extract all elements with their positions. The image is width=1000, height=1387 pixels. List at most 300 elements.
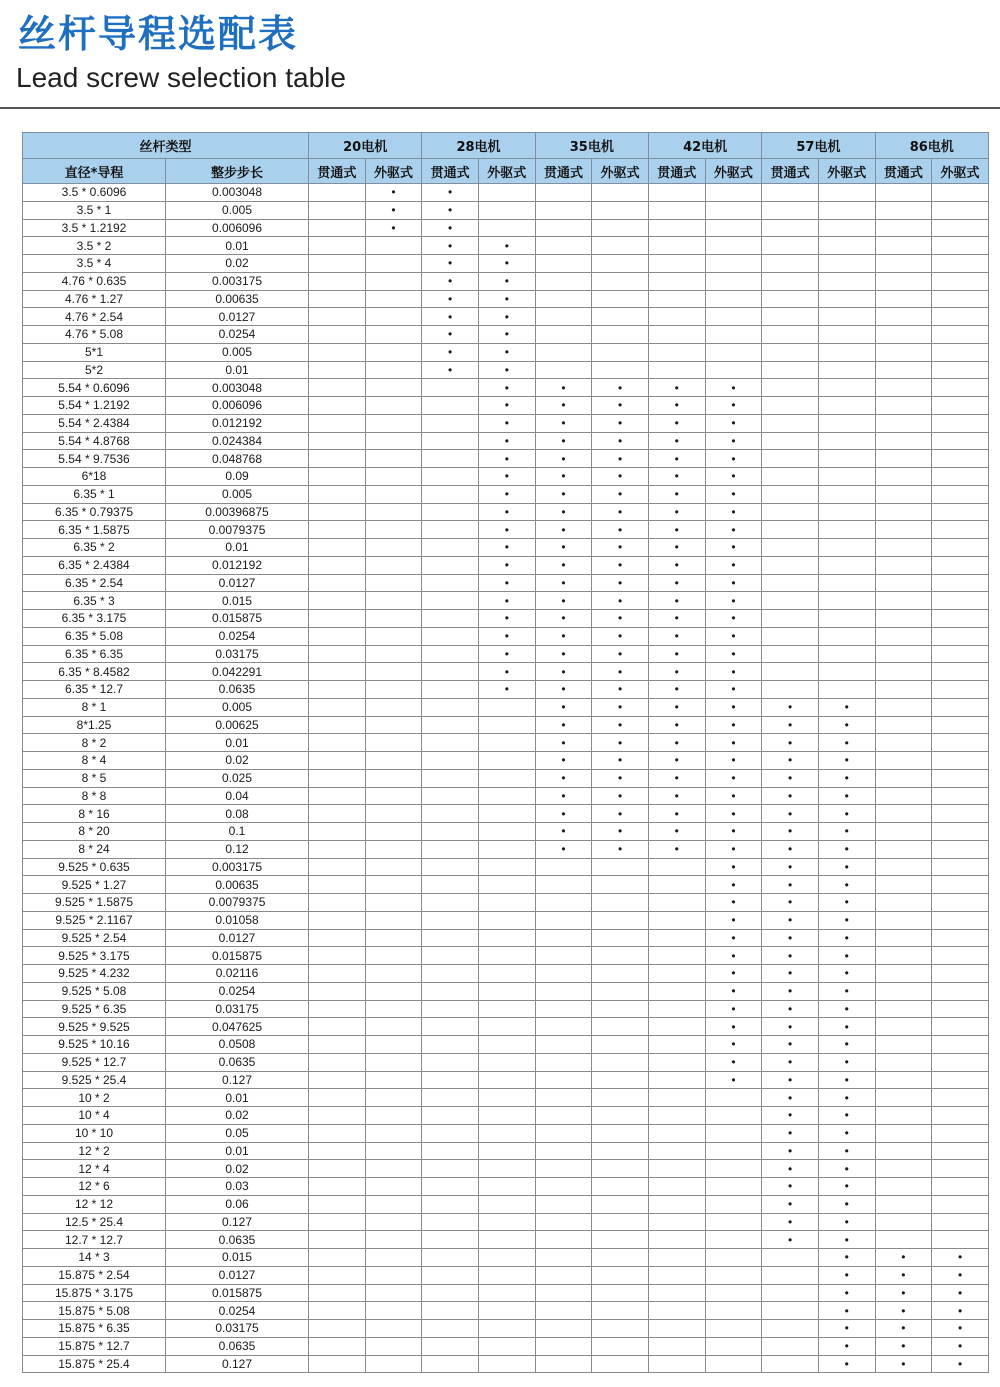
empty-cell bbox=[478, 858, 535, 876]
cell-diameter-lead: 9.525 * 6.35 bbox=[23, 1000, 166, 1018]
empty-cell bbox=[705, 1107, 762, 1125]
empty-cell bbox=[309, 929, 366, 947]
empty-cell bbox=[592, 237, 649, 255]
compatibility-mark: • bbox=[932, 1355, 989, 1373]
empty-cell bbox=[875, 1231, 932, 1249]
empty-cell bbox=[592, 1053, 649, 1071]
compatibility-mark: • bbox=[478, 343, 535, 361]
compatibility-mark: • bbox=[818, 1053, 875, 1071]
empty-cell bbox=[875, 1000, 932, 1018]
compatibility-mark: • bbox=[818, 1142, 875, 1160]
compatibility-mark: • bbox=[592, 539, 649, 557]
compatibility-mark: • bbox=[422, 326, 479, 344]
empty-cell bbox=[648, 965, 705, 983]
empty-cell bbox=[932, 184, 989, 202]
compatibility-mark: • bbox=[592, 840, 649, 858]
empty-cell bbox=[365, 734, 422, 752]
table-row bbox=[23, 485, 989, 503]
empty-cell bbox=[365, 272, 422, 290]
compatibility-mark: • bbox=[535, 752, 592, 770]
empty-cell bbox=[365, 1302, 422, 1320]
empty-cell bbox=[648, 184, 705, 202]
cell-full-step: 0.00635 bbox=[166, 876, 309, 894]
compatibility-mark: • bbox=[932, 1302, 989, 1320]
compatibility-mark: • bbox=[875, 1284, 932, 1302]
empty-cell bbox=[818, 361, 875, 379]
empty-cell bbox=[478, 823, 535, 841]
empty-cell bbox=[762, 272, 819, 290]
empty-cell bbox=[932, 805, 989, 823]
compatibility-mark: • bbox=[705, 840, 762, 858]
empty-cell bbox=[365, 503, 422, 521]
compatibility-mark: • bbox=[535, 592, 592, 610]
table-row bbox=[23, 1320, 989, 1338]
empty-cell bbox=[932, 823, 989, 841]
compatibility-mark: • bbox=[422, 361, 479, 379]
empty-cell bbox=[875, 219, 932, 237]
empty-cell bbox=[648, 1160, 705, 1178]
empty-cell bbox=[705, 1355, 762, 1373]
compatibility-mark: • bbox=[705, 752, 762, 770]
compatibility-mark: • bbox=[762, 894, 819, 912]
empty-cell bbox=[478, 698, 535, 716]
empty-cell bbox=[932, 503, 989, 521]
table-row bbox=[23, 840, 989, 858]
empty-cell bbox=[309, 1178, 366, 1196]
empty-cell bbox=[422, 1284, 479, 1302]
empty-cell bbox=[705, 1284, 762, 1302]
table-row bbox=[23, 1337, 989, 1355]
compatibility-mark: • bbox=[932, 1337, 989, 1355]
cell-full-step: 0.015875 bbox=[166, 1284, 309, 1302]
empty-cell bbox=[705, 1231, 762, 1249]
empty-cell bbox=[818, 308, 875, 326]
empty-cell bbox=[309, 982, 366, 1000]
table-row bbox=[23, 184, 989, 202]
compatibility-mark: • bbox=[365, 219, 422, 237]
header-full-step: 整步步长 bbox=[166, 159, 309, 184]
cell-full-step: 0.006096 bbox=[166, 397, 309, 415]
cell-diameter-lead: 3.5 * 0.6096 bbox=[23, 184, 166, 202]
compatibility-mark: • bbox=[762, 1036, 819, 1054]
empty-cell bbox=[648, 1195, 705, 1213]
cell-full-step: 0.015875 bbox=[166, 610, 309, 628]
cell-full-step: 0.003048 bbox=[166, 184, 309, 202]
empty-cell bbox=[762, 255, 819, 273]
compatibility-mark: • bbox=[762, 787, 819, 805]
empty-cell bbox=[648, 894, 705, 912]
empty-cell bbox=[875, 556, 932, 574]
empty-cell bbox=[592, 1231, 649, 1249]
empty-cell bbox=[875, 485, 932, 503]
empty-cell bbox=[875, 787, 932, 805]
empty-cell bbox=[365, 805, 422, 823]
compatibility-mark: • bbox=[705, 894, 762, 912]
empty-cell bbox=[478, 1195, 535, 1213]
compatibility-mark: • bbox=[478, 379, 535, 397]
table-row bbox=[23, 787, 989, 805]
empty-cell bbox=[648, 1124, 705, 1142]
empty-cell bbox=[932, 929, 989, 947]
empty-cell bbox=[875, 1124, 932, 1142]
table-row bbox=[23, 1107, 989, 1125]
empty-cell bbox=[309, 592, 366, 610]
empty-cell bbox=[535, 929, 592, 947]
compatibility-mark: • bbox=[705, 929, 762, 947]
empty-cell bbox=[932, 290, 989, 308]
cell-full-step: 0.00635 bbox=[166, 290, 309, 308]
table-row bbox=[23, 219, 989, 237]
compatibility-mark: • bbox=[478, 592, 535, 610]
empty-cell bbox=[648, 308, 705, 326]
compatibility-mark: • bbox=[818, 876, 875, 894]
cell-diameter-lead: 5*1 bbox=[23, 343, 166, 361]
empty-cell bbox=[875, 503, 932, 521]
compatibility-mark: • bbox=[705, 876, 762, 894]
compatibility-mark: • bbox=[705, 539, 762, 557]
header-motor-57: 57电机 bbox=[762, 133, 875, 159]
empty-cell bbox=[309, 184, 366, 202]
empty-cell bbox=[309, 414, 366, 432]
empty-cell bbox=[478, 1320, 535, 1338]
empty-cell bbox=[422, 681, 479, 699]
empty-cell bbox=[932, 982, 989, 1000]
empty-cell bbox=[932, 468, 989, 486]
empty-cell bbox=[478, 947, 535, 965]
compatibility-mark: • bbox=[535, 645, 592, 663]
empty-cell bbox=[592, 255, 649, 273]
compatibility-mark: • bbox=[818, 734, 875, 752]
cell-full-step: 0.003048 bbox=[166, 379, 309, 397]
cell-diameter-lead: 9.525 * 0.635 bbox=[23, 858, 166, 876]
compatibility-mark: • bbox=[762, 1018, 819, 1036]
cell-diameter-lead: 3.5 * 4 bbox=[23, 255, 166, 273]
empty-cell bbox=[592, 343, 649, 361]
empty-cell bbox=[875, 450, 932, 468]
table-row bbox=[23, 1213, 989, 1231]
empty-cell bbox=[705, 237, 762, 255]
empty-cell bbox=[535, 894, 592, 912]
cell-full-step: 0.01 bbox=[166, 361, 309, 379]
empty-cell bbox=[875, 237, 932, 255]
empty-cell bbox=[365, 965, 422, 983]
empty-cell bbox=[705, 1160, 762, 1178]
empty-cell bbox=[365, 769, 422, 787]
empty-cell bbox=[422, 1160, 479, 1178]
cell-full-step: 0.01058 bbox=[166, 911, 309, 929]
empty-cell bbox=[875, 1036, 932, 1054]
compatibility-mark: • bbox=[648, 698, 705, 716]
cell-diameter-lead: 6*18 bbox=[23, 468, 166, 486]
empty-cell bbox=[875, 947, 932, 965]
compatibility-mark: • bbox=[592, 627, 649, 645]
empty-cell bbox=[875, 184, 932, 202]
cell-full-step: 0.06 bbox=[166, 1195, 309, 1213]
empty-cell bbox=[478, 805, 535, 823]
cell-diameter-lead: 4.76 * 1.27 bbox=[23, 290, 166, 308]
cell-diameter-lead: 6.35 * 0.79375 bbox=[23, 503, 166, 521]
empty-cell bbox=[535, 876, 592, 894]
empty-cell bbox=[422, 805, 479, 823]
empty-cell bbox=[365, 929, 422, 947]
compatibility-mark: • bbox=[818, 787, 875, 805]
compatibility-mark: • bbox=[478, 397, 535, 415]
compatibility-mark: • bbox=[648, 468, 705, 486]
empty-cell bbox=[365, 1213, 422, 1231]
empty-cell bbox=[365, 539, 422, 557]
empty-cell bbox=[705, 343, 762, 361]
cell-diameter-lead: 3.5 * 2 bbox=[23, 237, 166, 255]
header-through-type: 贯通式 bbox=[422, 159, 479, 184]
empty-cell bbox=[422, 468, 479, 486]
empty-cell bbox=[309, 734, 366, 752]
compatibility-mark: • bbox=[705, 1053, 762, 1071]
compatibility-mark: • bbox=[365, 184, 422, 202]
header-through-type: 贯通式 bbox=[535, 159, 592, 184]
empty-cell bbox=[535, 1036, 592, 1054]
cell-diameter-lead: 15.875 * 5.08 bbox=[23, 1302, 166, 1320]
empty-cell bbox=[422, 769, 479, 787]
empty-cell bbox=[422, 894, 479, 912]
empty-cell bbox=[932, 1018, 989, 1036]
empty-cell bbox=[592, 219, 649, 237]
cell-full-step: 0.0635 bbox=[166, 1231, 309, 1249]
compatibility-mark: • bbox=[762, 1178, 819, 1196]
empty-cell bbox=[478, 219, 535, 237]
compatibility-mark: • bbox=[818, 982, 875, 1000]
compatibility-mark: • bbox=[705, 787, 762, 805]
empty-cell bbox=[875, 645, 932, 663]
cell-full-step: 0.01 bbox=[166, 539, 309, 557]
empty-cell bbox=[762, 237, 819, 255]
compatibility-mark: • bbox=[705, 1071, 762, 1089]
empty-cell bbox=[818, 627, 875, 645]
empty-cell bbox=[478, 734, 535, 752]
empty-cell bbox=[365, 1036, 422, 1054]
empty-cell bbox=[365, 752, 422, 770]
compatibility-mark: • bbox=[648, 734, 705, 752]
empty-cell bbox=[648, 201, 705, 219]
empty-cell bbox=[422, 823, 479, 841]
table-row bbox=[23, 645, 989, 663]
empty-cell bbox=[422, 663, 479, 681]
empty-cell bbox=[932, 272, 989, 290]
table-row bbox=[23, 503, 989, 521]
cell-full-step: 0.00396875 bbox=[166, 503, 309, 521]
table-row bbox=[23, 1124, 989, 1142]
empty-cell bbox=[535, 1195, 592, 1213]
empty-cell bbox=[932, 1160, 989, 1178]
compatibility-mark: • bbox=[478, 450, 535, 468]
header-motor-35: 35电机 bbox=[535, 133, 648, 159]
compatibility-mark: • bbox=[592, 645, 649, 663]
table-row bbox=[23, 1266, 989, 1284]
compatibility-mark: • bbox=[705, 982, 762, 1000]
table-row bbox=[23, 326, 989, 344]
compatibility-mark: • bbox=[422, 237, 479, 255]
header-external-type: 外驱式 bbox=[365, 159, 422, 184]
compatibility-mark: • bbox=[762, 698, 819, 716]
empty-cell bbox=[648, 911, 705, 929]
compatibility-mark: • bbox=[818, 947, 875, 965]
empty-cell bbox=[648, 1302, 705, 1320]
empty-cell bbox=[762, 610, 819, 628]
empty-cell bbox=[932, 769, 989, 787]
compatibility-mark: • bbox=[762, 1142, 819, 1160]
empty-cell bbox=[705, 272, 762, 290]
empty-cell bbox=[932, 450, 989, 468]
compatibility-mark: • bbox=[648, 663, 705, 681]
empty-cell bbox=[875, 663, 932, 681]
header-motor-20: 20电机 bbox=[309, 133, 422, 159]
compatibility-mark: • bbox=[478, 539, 535, 557]
empty-cell bbox=[592, 1355, 649, 1373]
compatibility-mark: • bbox=[705, 911, 762, 929]
empty-cell bbox=[932, 787, 989, 805]
compatibility-mark: • bbox=[535, 485, 592, 503]
empty-cell bbox=[875, 840, 932, 858]
empty-cell bbox=[365, 574, 422, 592]
compatibility-mark: • bbox=[648, 627, 705, 645]
cell-full-step: 0.012192 bbox=[166, 414, 309, 432]
cell-full-step: 0.0127 bbox=[166, 929, 309, 947]
empty-cell bbox=[309, 1337, 366, 1355]
compatibility-mark: • bbox=[478, 521, 535, 539]
empty-cell bbox=[932, 681, 989, 699]
empty-cell bbox=[365, 468, 422, 486]
empty-cell bbox=[365, 947, 422, 965]
cell-diameter-lead: 5*2 bbox=[23, 361, 166, 379]
empty-cell bbox=[309, 379, 366, 397]
cell-full-step: 0.042291 bbox=[166, 663, 309, 681]
empty-cell bbox=[535, 965, 592, 983]
header-row-motors bbox=[23, 133, 989, 159]
empty-cell bbox=[365, 787, 422, 805]
table-row bbox=[23, 1000, 989, 1018]
empty-cell bbox=[592, 326, 649, 344]
empty-cell bbox=[309, 840, 366, 858]
empty-cell bbox=[422, 1071, 479, 1089]
empty-cell bbox=[478, 965, 535, 983]
compatibility-mark: • bbox=[592, 734, 649, 752]
empty-cell bbox=[875, 627, 932, 645]
empty-cell bbox=[422, 698, 479, 716]
cell-full-step: 0.0635 bbox=[166, 1053, 309, 1071]
empty-cell bbox=[818, 503, 875, 521]
empty-cell bbox=[309, 237, 366, 255]
table-row bbox=[23, 201, 989, 219]
empty-cell bbox=[535, 326, 592, 344]
compatibility-mark: • bbox=[535, 468, 592, 486]
empty-cell bbox=[875, 379, 932, 397]
compatibility-mark: • bbox=[705, 947, 762, 965]
compatibility-mark: • bbox=[648, 592, 705, 610]
empty-cell bbox=[932, 1071, 989, 1089]
table-row bbox=[23, 876, 989, 894]
empty-cell bbox=[648, 290, 705, 308]
cell-full-step: 0.025 bbox=[166, 769, 309, 787]
empty-cell bbox=[422, 556, 479, 574]
header-through-type: 贯通式 bbox=[309, 159, 366, 184]
empty-cell bbox=[309, 503, 366, 521]
compatibility-mark: • bbox=[535, 556, 592, 574]
empty-cell bbox=[932, 610, 989, 628]
table-header bbox=[23, 133, 989, 184]
empty-cell bbox=[309, 201, 366, 219]
compatibility-mark: • bbox=[648, 556, 705, 574]
empty-cell bbox=[932, 237, 989, 255]
table-row bbox=[23, 432, 989, 450]
compatibility-mark: • bbox=[478, 627, 535, 645]
table-row bbox=[23, 982, 989, 1000]
cell-full-step: 0.0508 bbox=[166, 1036, 309, 1054]
compatibility-mark: • bbox=[818, 752, 875, 770]
cell-full-step: 0.12 bbox=[166, 840, 309, 858]
compatibility-mark: • bbox=[818, 1320, 875, 1338]
empty-cell bbox=[648, 219, 705, 237]
compatibility-mark: • bbox=[705, 823, 762, 841]
empty-cell bbox=[422, 1195, 479, 1213]
cell-diameter-lead: 5.54 * 9.7536 bbox=[23, 450, 166, 468]
empty-cell bbox=[309, 308, 366, 326]
empty-cell bbox=[932, 485, 989, 503]
empty-cell bbox=[309, 1142, 366, 1160]
compatibility-mark: • bbox=[705, 468, 762, 486]
empty-cell bbox=[818, 184, 875, 202]
empty-cell bbox=[422, 1302, 479, 1320]
empty-cell bbox=[309, 485, 366, 503]
compatibility-mark: • bbox=[875, 1266, 932, 1284]
cell-full-step: 0.1 bbox=[166, 823, 309, 841]
cell-full-step: 0.0079375 bbox=[166, 521, 309, 539]
cell-diameter-lead: 12 * 2 bbox=[23, 1142, 166, 1160]
compatibility-mark: • bbox=[818, 894, 875, 912]
empty-cell bbox=[309, 698, 366, 716]
empty-cell bbox=[422, 1266, 479, 1284]
empty-cell bbox=[535, 308, 592, 326]
compatibility-mark: • bbox=[648, 521, 705, 539]
cell-diameter-lead: 8 * 1 bbox=[23, 698, 166, 716]
compatibility-mark: • bbox=[592, 521, 649, 539]
empty-cell bbox=[478, 911, 535, 929]
empty-cell bbox=[422, 911, 479, 929]
empty-cell bbox=[592, 947, 649, 965]
cell-diameter-lead: 5.54 * 0.6096 bbox=[23, 379, 166, 397]
table-row bbox=[23, 663, 989, 681]
compatibility-mark: • bbox=[535, 379, 592, 397]
table-row bbox=[23, 734, 989, 752]
empty-cell bbox=[762, 468, 819, 486]
empty-cell bbox=[875, 911, 932, 929]
cell-full-step: 0.01 bbox=[166, 734, 309, 752]
table-row bbox=[23, 521, 989, 539]
empty-cell bbox=[932, 556, 989, 574]
empty-cell bbox=[932, 219, 989, 237]
empty-cell bbox=[648, 1320, 705, 1338]
table-row bbox=[23, 272, 989, 290]
compatibility-mark: • bbox=[818, 1302, 875, 1320]
cell-full-step: 0.0254 bbox=[166, 1302, 309, 1320]
empty-cell bbox=[309, 255, 366, 273]
compatibility-mark: • bbox=[535, 840, 592, 858]
empty-cell bbox=[365, 308, 422, 326]
cell-full-step: 0.03175 bbox=[166, 645, 309, 663]
compatibility-mark: • bbox=[478, 290, 535, 308]
table-row bbox=[23, 1036, 989, 1054]
empty-cell bbox=[932, 343, 989, 361]
compatibility-mark: • bbox=[818, 823, 875, 841]
empty-cell bbox=[592, 1266, 649, 1284]
